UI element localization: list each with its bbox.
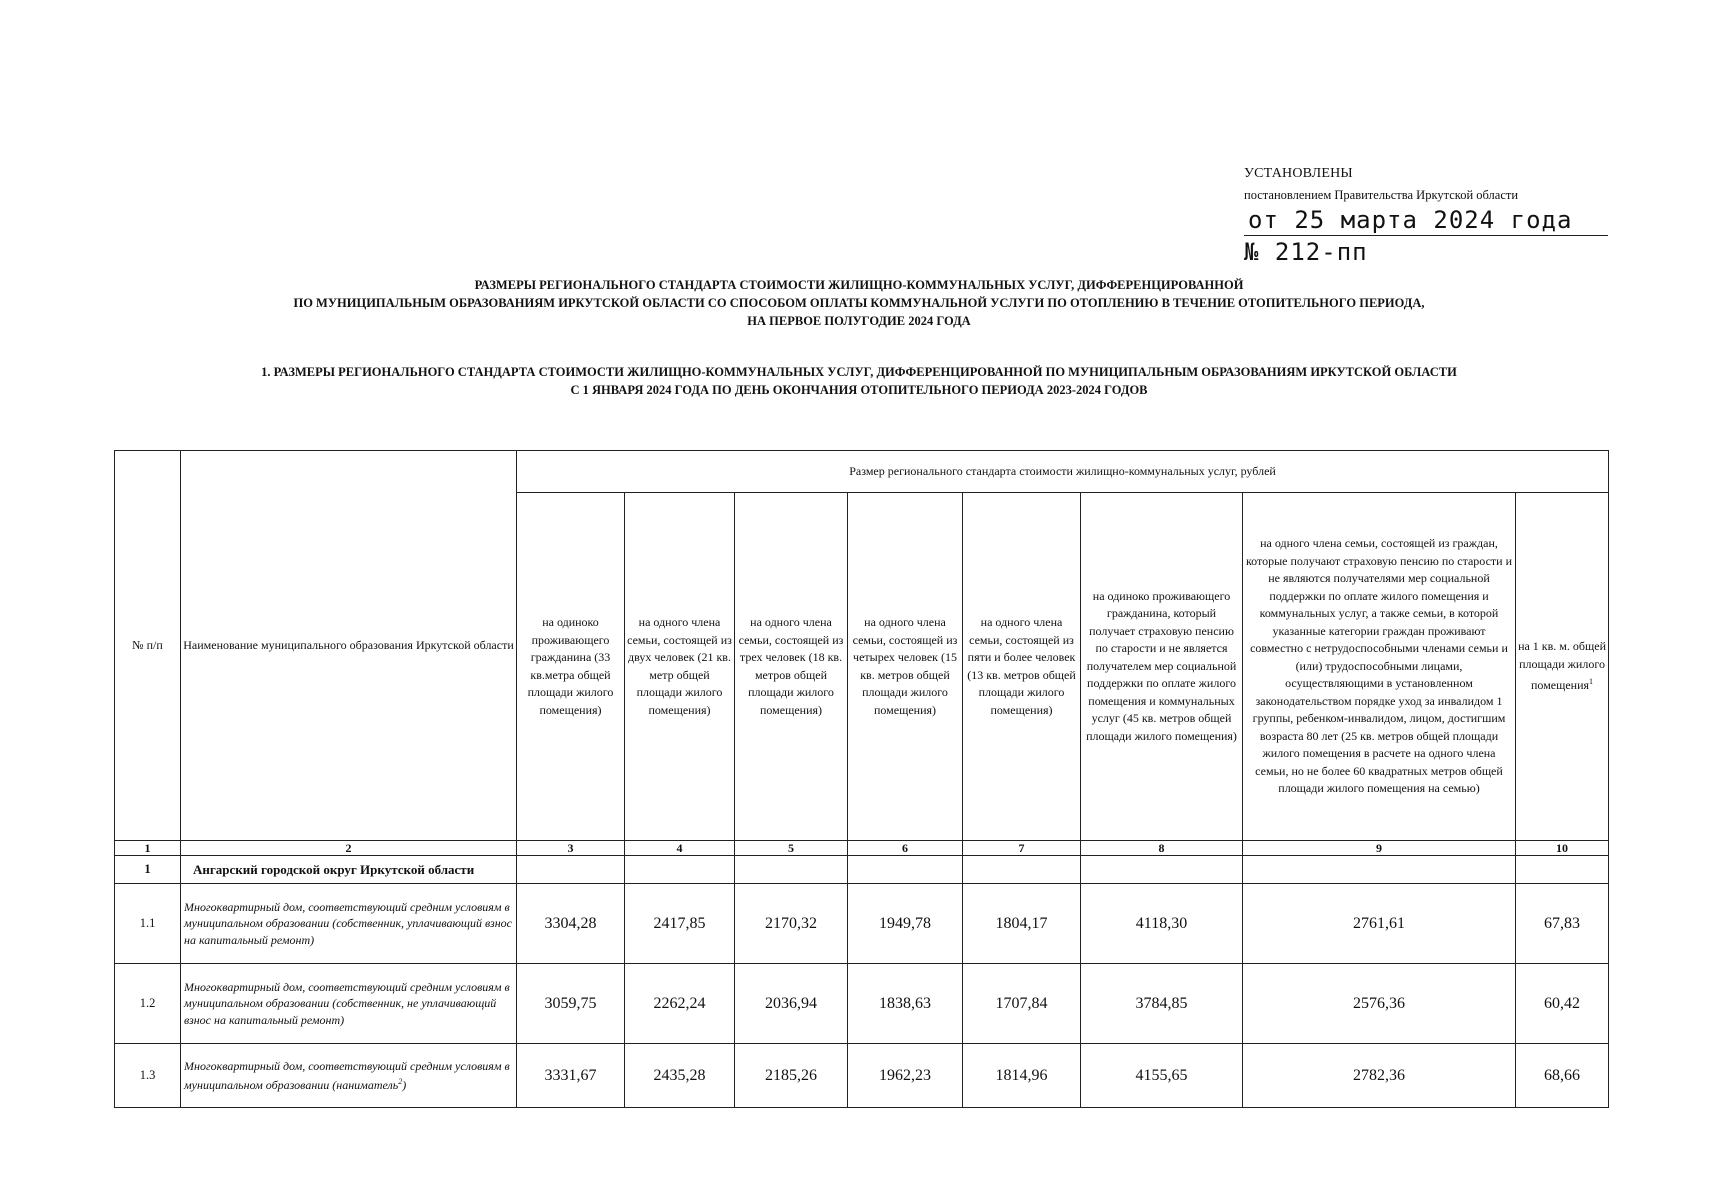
value-cell: 1804,17 xyxy=(963,884,1081,964)
header-col-4: на одного члена семьи, состоящей из двух человек (21 кв. метр общей площади жилого помещения) xyxy=(625,493,735,841)
value-cell: 2170,32 xyxy=(735,884,848,964)
value-cell: 1949,78 xyxy=(848,884,963,964)
title-line-3: НА ПЕРВОЕ ПОЛУГОДИЕ 2024 ГОДА xyxy=(747,314,971,328)
approval-decree: постановлением Правительства Иркутской области xyxy=(1244,188,1519,202)
column-number: 9 xyxy=(1243,841,1516,856)
column-number: 7 xyxy=(963,841,1081,856)
value-cell: 3331,67 xyxy=(517,1044,625,1108)
value-cell: 3059,75 xyxy=(517,964,625,1044)
value-cell: 2782,36 xyxy=(1243,1044,1516,1108)
approval-date: от 25 марта 2024 года xyxy=(1244,205,1608,236)
column-number: 1 xyxy=(115,841,181,856)
column-number: 10 xyxy=(1516,841,1609,856)
section-title-line-2: С 1 ЯНВАРЯ 2024 ГОДА ПО ДЕНЬ ОКОНЧАНИЯ ОТОПИТЕЛЬНОГО ПЕРИОДА 2023-2024 ГОДОВ xyxy=(570,383,1148,397)
column-number: 6 xyxy=(848,841,963,856)
group-num: 1 xyxy=(115,856,181,884)
table-row xyxy=(115,884,1609,964)
header-col-6: на одного члена семьи, состоящей из четырех человек (15 кв. метров общей площади жилого помещения) xyxy=(848,493,963,841)
value-cell: 4155,65 xyxy=(1081,1044,1243,1108)
header-col-7: на одного члена семьи, состоящей из пяти и более человек (13 кв. метров общей площади жилого помещения) xyxy=(963,493,1081,841)
value-cell: 2761,61 xyxy=(1243,884,1516,964)
table-row xyxy=(115,964,1609,1044)
row-num: 1.1 xyxy=(115,884,181,964)
value-cell: 68,66 xyxy=(1516,1044,1609,1108)
column-number: 2 xyxy=(181,841,517,856)
section-title-line-1: 1. РАЗМЕРЫ РЕГИОНАЛЬНОГО СТАНДАРТА СТОИМОСТИ ЖИЛИЩНО-КОММУНАЛЬНЫХ УСЛУГ, ДИФФЕРЕНЦИРОВАННОЙ ПО МУНИЦИПАЛЬНЫМ ОБРАЗОВАНИЯМ ИРКУТСКОЙ ОБЛАСТИ xyxy=(261,365,1457,379)
empty-cell xyxy=(517,856,625,884)
empty-cell xyxy=(1243,856,1516,884)
title-line-2: ПО МУНИЦИПАЛЬНЫМ ОБРАЗОВАНИЯМ ИРКУТСКОЙ ОБЛАСТИ СО СПОСОБОМ ОПЛАТЫ КОММУНАЛЬНОЙ УСЛУГИ ПО ОТОПЛЕНИЮ В ТЕЧЕНИЕ ОТОПИТЕЛЬНОГО ПЕРИОДА, xyxy=(293,296,1425,310)
value-cell: 60,42 xyxy=(1516,964,1609,1044)
value-cell: 1838,63 xyxy=(848,964,963,1044)
footnote-1-mark: 1 xyxy=(1589,677,1594,687)
value-cell: 2036,94 xyxy=(735,964,848,1044)
group-row xyxy=(115,856,1609,884)
row-name: Многоквартирный дом, соответствующий средним условиям в муниципальном образовании (собственник, уплачивающий взнос на капитальный ремонт) xyxy=(181,884,517,964)
empty-cell xyxy=(963,856,1081,884)
empty-cell xyxy=(625,856,735,884)
column-number: 3 xyxy=(517,841,625,856)
value-cell: 67,83 xyxy=(1516,884,1609,964)
header-col-9: на одного члена семьи, состоящей из граждан, которые получают страховую пенсию по старости и не являются получателями мер социальной поддержки по оплате жилого помещения и коммунальных услуг, а также семьи, в которой указанные категории граждан проживают совместно с нетрудоспособными членами семьи и (или) трудоспособными лицами, осуществляющими в установленном законодательством порядке уход за инвалидом 1 группы, ребенком-инвалидом, лицом, достигшим возраста 80 лет (25 кв. метров общей площади жилого помещения в расчете на одного члена семьи, но не более 60 квадратных метров общей площади жилого помещения на семью) xyxy=(1243,493,1516,841)
value-cell: 2185,26 xyxy=(735,1044,848,1108)
empty-cell xyxy=(1081,856,1243,884)
header-num: № п/п xyxy=(115,451,181,841)
value-cell: 3304,28 xyxy=(517,884,625,964)
title-line-1: РАЗМЕРЫ РЕГИОНАЛЬНОГО СТАНДАРТА СТОИМОСТИ ЖИЛИЩНО-КОММУНАЛЬНЫХ УСЛУГ, ДИФФЕРЕНЦИРОВАННОЙ xyxy=(474,278,1244,292)
footnote-2-mark: 2 xyxy=(398,1077,403,1086)
approval-block xyxy=(1244,166,1614,266)
row-name: Многоквартирный дом, соответствующий средним условиям в муниципальном образовании (наниматель xyxy=(184,1058,510,1092)
header-col-3: на одиноко проживающего гражданина (33 кв.метра общей площади жилого помещения) xyxy=(517,493,625,841)
value-cell: 4118,30 xyxy=(1081,884,1243,964)
header-col-8: на одиноко проживающего гражданина, который получает страховую пенсию по старости и не является получателем мер социальной поддержки по оплате жилого помещения и коммунальных услуг (45 кв. метров общей площади жилого помещения) xyxy=(1081,493,1243,841)
value-cell: 2576,36 xyxy=(1243,964,1516,1044)
approval-heading: УСТАНОВЛЕНЫ xyxy=(1244,166,1353,181)
header-group: Размер регионального стандарта стоимости жилищно-коммунальных услуг, рублей xyxy=(517,451,1609,493)
header-col-10-text: на 1 кв. м. общей площади жилого помещения xyxy=(1518,639,1606,693)
row-num: 1.2 xyxy=(115,964,181,1044)
value-cell: 1962,23 xyxy=(848,1044,963,1108)
row-name-cell xyxy=(181,1044,517,1108)
row-num: 1.3 xyxy=(115,1044,181,1108)
row-name: Многоквартирный дом, соответствующий средним условиям в муниципальном образовании (собственник, не уплачивающий взнос на капитальный ремонт) xyxy=(181,964,517,1044)
value-cell: 2262,24 xyxy=(625,964,735,1044)
header-col-10 xyxy=(1516,493,1609,841)
header-col-5: на одного члена семьи, состоящей из трех человек (18 кв. метров общей площади жилого помещения) xyxy=(735,493,848,841)
value-cell: 2435,28 xyxy=(625,1044,735,1108)
document-title xyxy=(150,276,1568,330)
column-number: 4 xyxy=(625,841,735,856)
empty-cell xyxy=(1516,856,1609,884)
row-name-end: ) xyxy=(402,1078,407,1092)
value-cell: 1814,96 xyxy=(963,1044,1081,1108)
value-cell: 3784,85 xyxy=(1081,964,1243,1044)
column-number: 8 xyxy=(1081,841,1243,856)
section-title xyxy=(150,363,1568,399)
value-cell: 2417,85 xyxy=(625,884,735,964)
header-name: Наименование муниципального образования Иркутской области xyxy=(181,451,517,841)
table-row xyxy=(115,1044,1609,1108)
column-numbers-row xyxy=(115,841,1609,856)
column-number: 5 xyxy=(735,841,848,856)
value-cell: 1707,84 xyxy=(963,964,1081,1044)
standard-cost-table xyxy=(114,450,1609,1108)
approval-number: № 212-пп xyxy=(1244,238,1368,266)
empty-cell xyxy=(848,856,963,884)
group-name: Ангарский городской округ Иркутской области xyxy=(181,856,517,884)
empty-cell xyxy=(735,856,848,884)
